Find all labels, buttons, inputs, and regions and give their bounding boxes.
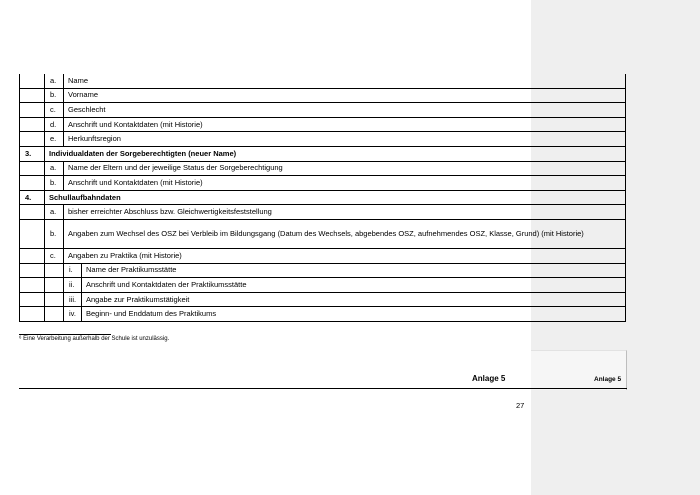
- item-text: bisher erreichter Abschluss bzw. Gleichwertigkeitsfeststellung: [64, 205, 626, 220]
- footnote: ⁶ Eine Verarbeitung außerhalb der Schule ist unzulässig.: [19, 336, 170, 342]
- table-row: [20, 278, 626, 293]
- table-row: [20, 74, 626, 88]
- table-row: [20, 292, 626, 307]
- item-text: Beginn- und Enddatum des Praktikums: [82, 307, 626, 322]
- item-text: Name der Eltern und der jeweilige Status der Sorgeberechtigung: [64, 161, 626, 176]
- section-title: Individualdaten der Sorgeberechtigten (neuer Name): [45, 146, 626, 161]
- data-category-table: [19, 74, 626, 322]
- sidebar-anlage-label: Anlage 5: [594, 376, 622, 383]
- table-row: [20, 161, 626, 176]
- footer-rule: [19, 388, 627, 389]
- item-text: Anschrift und Kontaktdaten (mit Historie): [64, 117, 626, 132]
- table-row: [20, 263, 626, 278]
- footer-anlage-label: Anlage 5: [472, 374, 506, 383]
- item-text: Name der Praktikumsstätte: [82, 263, 626, 278]
- table-row: [20, 190, 626, 205]
- indent-cell: [45, 307, 64, 322]
- item-text: Anschrift und Kontaktdaten der Praktikumsstätte: [82, 278, 626, 293]
- table-row: [20, 219, 626, 248]
- item-letter: a.: [45, 205, 64, 220]
- item-letter: c.: [45, 103, 64, 118]
- table-row: [20, 307, 626, 322]
- item-text: Name: [64, 74, 626, 88]
- item-roman: i.: [64, 263, 82, 278]
- item-letter: e.: [45, 132, 64, 147]
- indent-cell: [20, 263, 45, 278]
- item-letter: b.: [45, 219, 64, 248]
- item-text: Angabe zur Praktikumstätigkeit: [82, 292, 626, 307]
- section-title: Schullaufbahndaten: [45, 190, 626, 205]
- indent-cell: [20, 161, 45, 176]
- indent-cell: [20, 278, 45, 293]
- table-row: [20, 248, 626, 263]
- item-text: Anschrift und Kontaktdaten (mit Historie): [64, 176, 626, 191]
- item-letter: d.: [45, 117, 64, 132]
- table-row: [20, 176, 626, 191]
- indent-cell: [20, 103, 45, 118]
- table-row: [20, 103, 626, 118]
- page-number: 27: [516, 401, 525, 410]
- item-letter: b.: [45, 176, 64, 191]
- indent-cell: [20, 205, 45, 220]
- table-row: [20, 132, 626, 147]
- item-text: Vorname: [64, 88, 626, 103]
- indent-cell: [20, 292, 45, 307]
- indent-cell: [45, 278, 64, 293]
- indent-cell: [20, 74, 45, 88]
- indent-cell: [20, 88, 45, 103]
- item-text: Angaben zu Praktika (mit Historie): [64, 248, 626, 263]
- table-row: [20, 205, 626, 220]
- section-number: 4.: [20, 190, 45, 205]
- item-text: Herkunftsregion: [64, 132, 626, 147]
- footnote-separator: [19, 334, 111, 335]
- table-row: [20, 117, 626, 132]
- item-text: Angaben zum Wechsel des OSZ bei Verbleib im Bildungsgang (Datum des Wechsels, abgebendes OSZ, aufnehmendes OSZ, Klasse, Grund) (mit Historie): [64, 219, 626, 248]
- item-roman: ii.: [64, 278, 82, 293]
- indent-cell: [20, 248, 45, 263]
- indent-cell: [45, 292, 64, 307]
- indent-cell: [20, 219, 45, 248]
- table-row: [20, 146, 626, 161]
- item-letter: c.: [45, 248, 64, 263]
- comment-sidebar-footer-block: [531, 350, 627, 390]
- item-letter: b.: [45, 88, 64, 103]
- indent-cell: [20, 176, 45, 191]
- indent-cell: [45, 263, 64, 278]
- item-letter: a.: [45, 161, 64, 176]
- item-text: Geschlecht: [64, 103, 626, 118]
- item-roman: iv.: [64, 307, 82, 322]
- table-row: [20, 88, 626, 103]
- section-number: 3.: [20, 146, 45, 161]
- indent-cell: [20, 117, 45, 132]
- item-roman: iii.: [64, 292, 82, 307]
- indent-cell: [20, 307, 45, 322]
- item-letter: a.: [45, 74, 64, 88]
- indent-cell: [20, 132, 45, 147]
